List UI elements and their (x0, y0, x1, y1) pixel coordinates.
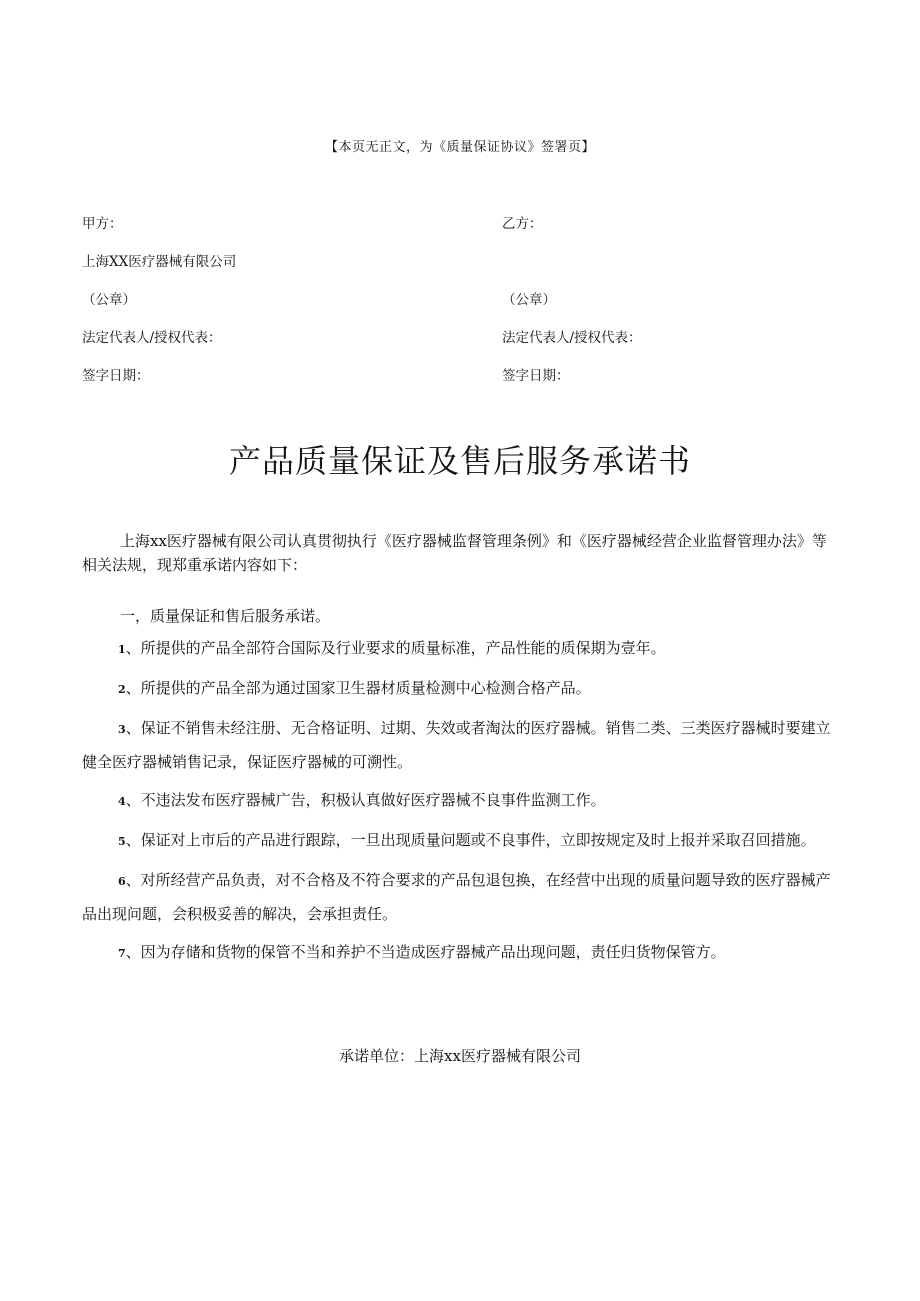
list-item (82, 864, 840, 930)
signature-row (82, 364, 842, 402)
item-text: 、因为存储和货物的保管不当和养护不当造成医疗器械产品出现问题，责任归货物保管方。 (125, 943, 726, 961)
item-number: 2 (118, 683, 126, 696)
party-a-representative: 法定代表人/授权代表： (82, 330, 222, 346)
item-number: 6 (118, 875, 126, 888)
signature-row (82, 288, 842, 326)
signature-row (82, 212, 842, 250)
item-number: 5 (118, 835, 126, 848)
list-item (82, 672, 840, 706)
item-number: 3 (118, 723, 126, 736)
item-text: 、对所经营产品负责，对不合格及不符合要求的产品包退包换，在经营中出现的质量问题导致的医疗器械产品出现问题，会积极妥善的解决，会承担责任。 (82, 871, 831, 923)
signature-page-note: 【本页无正文，为《质量保证协议》签署页】 (324, 140, 595, 155)
item-text: 、保证对上市后的产品进行跟踪，一旦出现质量问题或不良事件，立即按规定及时上报并采取召回措施。 (125, 831, 816, 849)
party-b-representative: 法定代表人/授权代表： (502, 330, 642, 346)
item-text: 、所提供的产品全部符合国际及行业要求的质量标准，产品性能的质保期为壹年。 (125, 639, 666, 657)
item-number: 1 (118, 643, 126, 656)
item-text: 、所提供的产品全部为通过国家卫生器材质量检测中心检测合格产品。 (125, 679, 591, 697)
party-a-company: 上海XX医疗器械有限公司 (82, 254, 237, 270)
list-item (82, 936, 840, 970)
list-item (82, 632, 840, 666)
item-number: 7 (118, 947, 126, 960)
party-b-sign-date: 签字日期： (502, 368, 570, 384)
section-heading: 一，质量保证和售后服务承诺。 (120, 607, 331, 625)
signature-block (82, 212, 842, 402)
party-a-seal: （公章） (82, 292, 136, 308)
list-item (82, 824, 840, 858)
item-text: 、保证不销售未经注册、无合格证明、过期、失效或者淘汰的医疗器械。销售二类、三类医疗器械时要建立健全医疗器械销售记录，保证医疗器械的可溯性。 (82, 719, 831, 771)
list-item (82, 712, 840, 778)
intro-paragraph: 上海xx医疗器械有限公司认真贯彻执行《医疗器械监督管理条例》和《医疗器械经营企业监督管理办法》等相关法规，现郑重承诺内容如下： (82, 532, 827, 574)
item-text: 、不违法发布医疗器械广告，积极认真做好医疗器械不良事件监测工作。 (125, 791, 606, 809)
party-b-seal: （公章） (502, 292, 556, 308)
party-a-sign-date: 签字日期： (82, 368, 150, 384)
item-number: 4 (118, 795, 126, 808)
document-title: 产品质量保证及售后服务承诺书 (228, 442, 691, 480)
list-item (82, 784, 840, 818)
party-b-label: 乙方： (502, 216, 543, 232)
commitment-list (82, 632, 840, 976)
signature-row (82, 250, 842, 288)
party-a-label: 甲方： (82, 216, 123, 232)
commitment-unit: 承诺单位：上海xx医疗器械有限公司 (339, 1047, 581, 1065)
signature-row (82, 326, 842, 364)
